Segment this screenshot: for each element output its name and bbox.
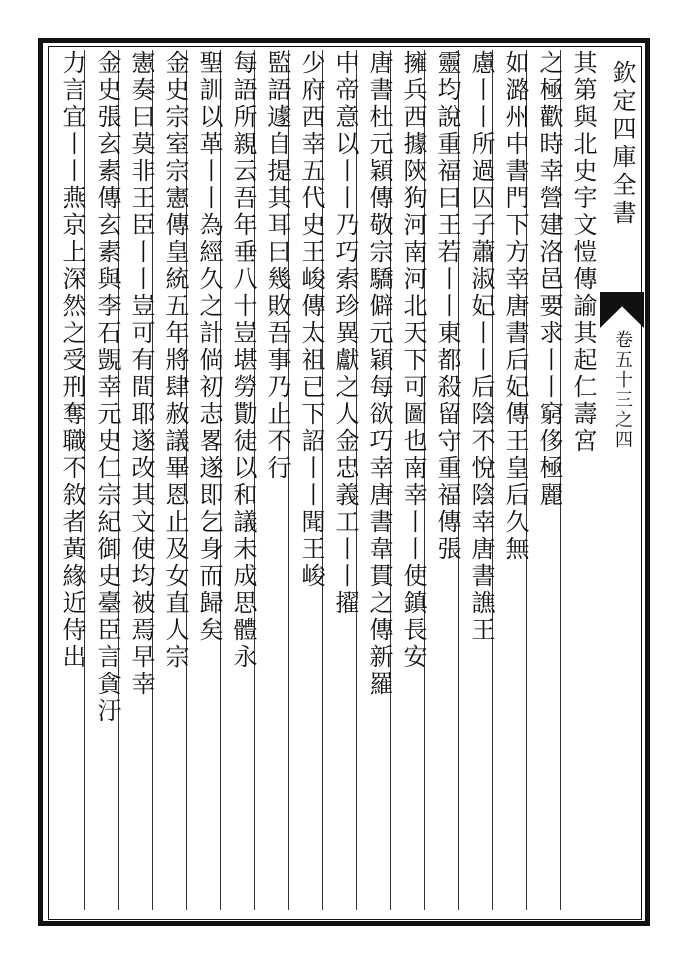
column-text: 金史張玄素傳玄素與李石覬幸元史仁宗紀御史臺臣言貪汙	[93, 50, 121, 725]
column-text: 監語遽自提其耳曰幾敗吾事乃止不行	[263, 50, 291, 482]
column-text: 慮丨丨所過囚子蕭淑妃丨丨后陰不悅陰幸唐書譙王	[467, 50, 495, 644]
column-text: 唐書杜元穎傳敬宗驕僻元穎每欲巧幸唐書韋貫之傳新羅	[365, 50, 393, 698]
column-text: 之極歡時幸營建洛邑要求丨丨窮侈極麗	[535, 50, 563, 509]
column-text: 少府西幸五代史王峻傳太祖已下詔丨丨聞王峻	[297, 50, 325, 590]
book-title: 欽定四庫全書	[608, 60, 636, 228]
column-text: 擁兵西據陝狗河南河北天下可圖也南幸丨丨使鎮長安	[399, 50, 427, 671]
column-text: 憲奏曰莫非王臣丨丨豈可有間耶遂改其文使均被焉早幸	[127, 50, 155, 698]
volume-number: 卷五十三之四	[612, 330, 633, 450]
column-text: 中帝意以丨丨乃巧索珍異獻之人金忠義工丨丨擢	[331, 50, 359, 617]
column-text: 每語所親云吾年垂八十豈堪勞勩徒以和議未成思體永	[229, 50, 257, 671]
column-text: 金史宗室宗憲傳皇統五年將肆赦議畢恩止及女直人宗	[161, 50, 189, 671]
page-margin-lower	[600, 330, 644, 730]
column-text: 其第與北史宇文愷傳諭其起仁壽宮	[569, 50, 597, 455]
column-text: 力言宜丨丨燕京上深然之受刑奪職不敘者黃緣近侍出	[58, 50, 86, 671]
column-text: 如潞州中書門下方幸唐書后妃傳王皇后久無	[501, 50, 529, 563]
column-text: 聖訓以革丨丨為經久之計倘初志畧遂即乞身而歸矣	[195, 50, 223, 644]
column-text: 靈均說重福曰王若丨丨東都殺留守重福傳張	[433, 50, 461, 563]
text-column-16	[50, 50, 94, 910]
